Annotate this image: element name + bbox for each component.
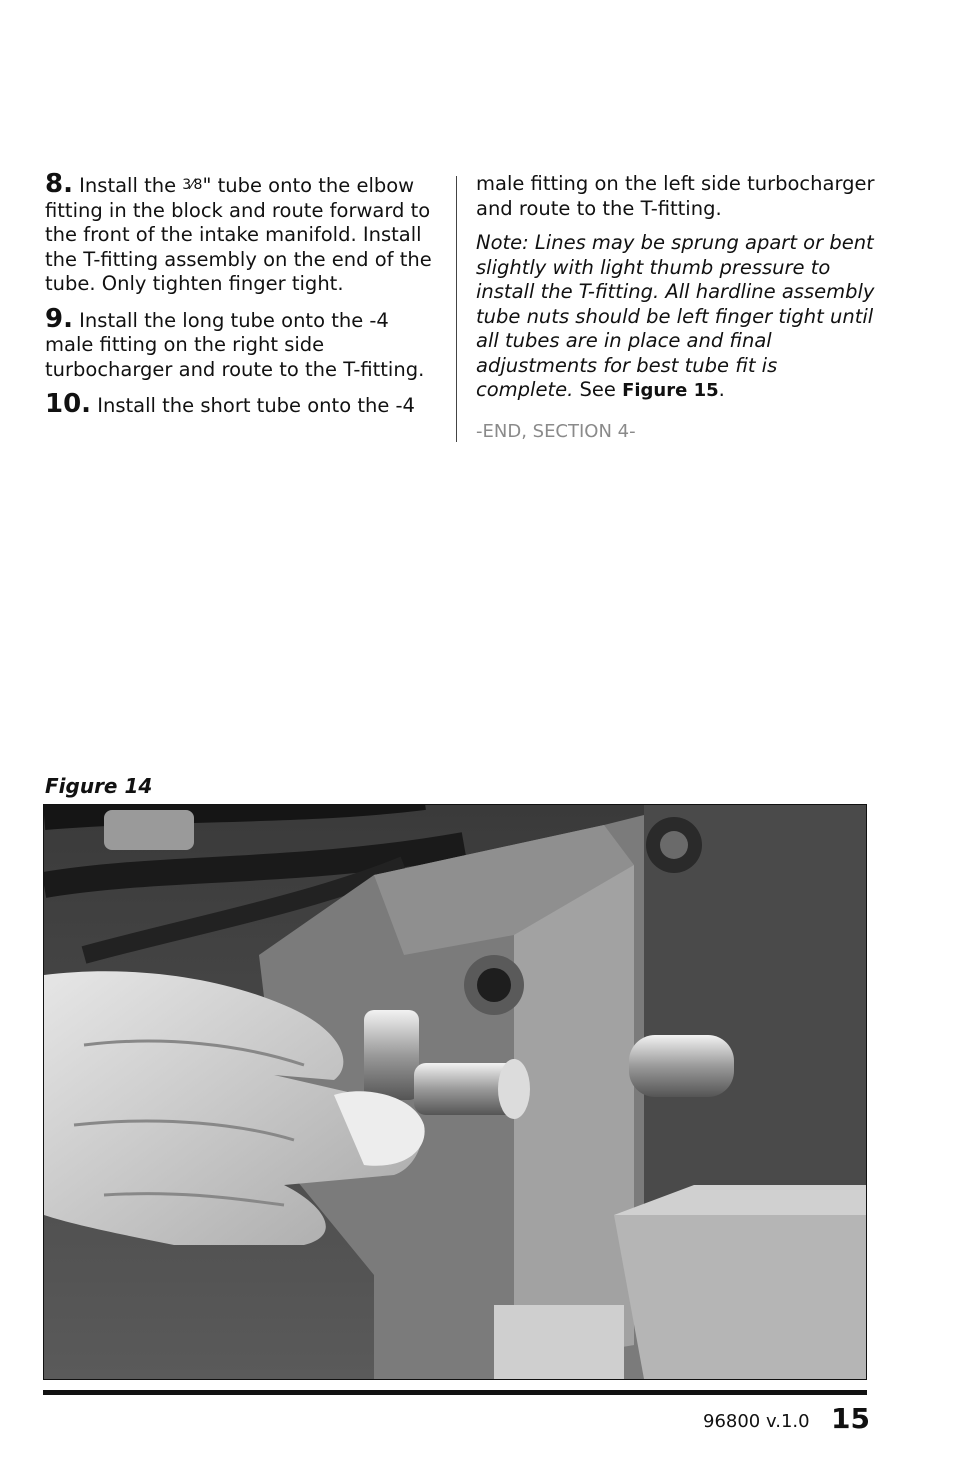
step-8 [45,169,437,297]
step-text: Install the long tube onto the -4 male fitting on the right side turbocharger and route to the T-fitting. [45,308,425,381]
step-text: " tube onto the elbow fitting in the block and route forward to the front of the intake manifold. Install the T-fitting assembly on the end of the tube. Only tighten finger tight. [45,174,432,295]
figure-caption: Figure 14 [45,774,153,798]
page-number: 15 [831,1402,870,1435]
note-text: Note: Lines may be sprung apart or bent slightly with light thumb pressure to install the T-fitting. All hardline assembly tube nuts should be left finger tight until all tubes are in place and final adjustments for best tube fit is complete. [476,231,875,401]
step-text: Install the short tube onto the -4 [97,394,415,417]
step-9 [45,303,437,383]
figure-14-photo [43,804,867,1380]
fraction: 3⁄8 [182,177,203,193]
step-text: Install the [79,174,183,197]
right-column [476,172,876,454]
column-divider [456,176,457,442]
footer-rule [43,1390,867,1395]
step-number: 9. [45,303,73,334]
document-number: 96800 v.1.0 [703,1411,810,1432]
step-10 [45,389,437,419]
see-label: See [579,378,616,401]
left-column [45,169,437,429]
period: . [718,378,725,401]
figure-15-ref[interactable]: Figure 15 [622,380,719,401]
end-section-label: -END, SECTION 4- [476,420,636,442]
engine-fitting-photo [44,805,866,1379]
note [476,231,876,404]
step-number: 10. [45,389,92,419]
step-10-continued: male fitting on the left side turbocharger and route to the T-fitting. [476,172,875,220]
step-number: 8. [45,169,73,199]
